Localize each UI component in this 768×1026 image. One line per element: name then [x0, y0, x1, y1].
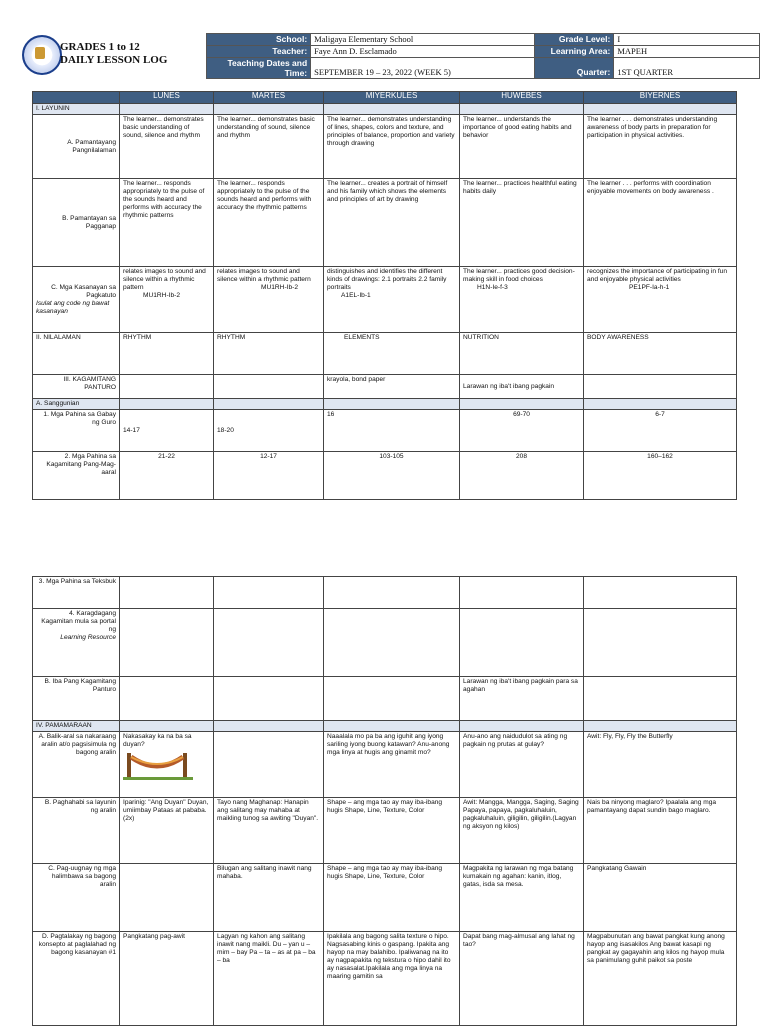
- quarter-value: 1ST QUARTER: [614, 58, 760, 79]
- row-cell: [460, 577, 584, 609]
- row-cell: Magpakita ng larawan ng mga batang kumakain ng agahan: kanin, itlog, gatas, isda sa mesa.: [460, 864, 584, 932]
- row-cell: Larawan ng iba't ibang pagkain: [460, 375, 584, 399]
- row-label: B. Iba Pang Kagamitang Panturo: [33, 677, 120, 721]
- learning-area-value: MAPEH: [614, 46, 760, 58]
- row-cell: [460, 609, 584, 677]
- skill-text: relates images to sound and silence within a rhythmic pattern: [123, 268, 206, 291]
- row-cell: The learner... demonstrates basic understanding of sound, silence and rhythm: [214, 115, 324, 179]
- row-cell: [324, 609, 460, 677]
- row-cell: [584, 721, 737, 732]
- row-cell: Anu-ano ang naidudulot sa ating ng pagkain ng prutas at gulay?: [460, 732, 584, 798]
- row-cell: [460, 399, 584, 410]
- row-cell: Tayo nang Maghanap: Hanapin ang salitang may mahaba at maikling tunog sa awiting "Duyan".: [214, 798, 324, 864]
- row-cell: [324, 104, 460, 115]
- row-cell: [120, 399, 214, 410]
- deped-seal-icon: [22, 35, 62, 75]
- teacher-label: Teacher:: [207, 46, 311, 58]
- row-cell: BODY AWARENESS: [584, 333, 737, 375]
- row-cell: Pangkatang pag-awit: [120, 932, 214, 1026]
- day-header-biyernes: BIYERNES: [584, 92, 737, 104]
- corner-cell: [33, 92, 120, 104]
- row-cell: Pangkatang Gawain: [584, 864, 737, 932]
- teaching-dates-label: [207, 58, 311, 79]
- row-label: III. KAGAMITANG PANTURO: [33, 375, 120, 399]
- row-cell: ELEMENTS: [324, 333, 460, 375]
- table-row: [33, 115, 737, 179]
- table-row: [33, 609, 737, 677]
- skill-code: MU1RH-Ib-2: [143, 292, 181, 299]
- row-cell: [214, 677, 324, 721]
- row-cell: 160–162: [584, 452, 737, 500]
- row-label: C. Pag-uugnay ng mga halimbawa sa bagong aralin: [33, 864, 120, 932]
- review-question: Nakasakay ka na ba sa duyan?: [123, 733, 192, 748]
- row-label: 3. Mga Pahina sa Teksbuk: [33, 577, 120, 609]
- row-cell: [324, 677, 460, 721]
- row-label: [33, 267, 120, 333]
- row-cell: Lagyan ng kahon ang salitang inawit nang maikli. Du – yan u – mim – bay Pa – ta – as at pa – ba – ba: [214, 932, 324, 1026]
- row-cell: Awit: Fly, Fly, Fly the Butterfly: [584, 732, 737, 798]
- row-label: 2. Mga Pahina sa Kagamitang Pang-Mag-aaral: [33, 452, 120, 500]
- row-label: 1. Mga Pahina sa Gabay ng Guro: [33, 410, 120, 452]
- row-cell: 21-22: [120, 452, 214, 500]
- row-cell: Shape – ang mga tao ay may iba-ibang hugis Shape, Line, Texture, Color: [324, 864, 460, 932]
- row-cell: [460, 104, 584, 115]
- table-row: [33, 798, 737, 864]
- row-cell: 69-70: [460, 410, 584, 452]
- row-cell: [214, 609, 324, 677]
- row-label: B. Paghahabi sa layunin ng aralin: [33, 798, 120, 864]
- table-row: [33, 864, 737, 932]
- row-cell: [584, 104, 737, 115]
- row-cell: Shape – ang mga tao ay may iba-ibang hugis Shape, Line, Texture, Color: [324, 798, 460, 864]
- row-cell: Iparinig: "Ang Duyan" Duyan, umiimbay Pataas at pababa. (2x): [120, 798, 214, 864]
- lesson-log-header: [20, 33, 760, 79]
- skill-code: H1N-Ie-f-3: [477, 284, 508, 291]
- row-label-note: Isulat ang code ng bawat kasanayan: [36, 299, 110, 315]
- row-cell: [214, 721, 324, 732]
- table-row: [33, 375, 737, 399]
- row-cell: [584, 375, 737, 399]
- table-row: [33, 410, 737, 452]
- row-cell: Magpabunutan ang bawat pangkat kung anong hayop ang isasakilos Ang bawat kasapi ng pangkat ay gagayahin ang kilos ng hayop mula sa panimulang guhit paikot sa poste: [584, 932, 737, 1026]
- row-cell: The learner... responds appropriately to the pulse of the sounds heard and performs with accuracy the rhythmic patterns: [214, 179, 324, 267]
- title-line-2: DAILY LESSON LOG: [60, 54, 168, 66]
- row-cell: [324, 399, 460, 410]
- row-label-main: C. Mga Kasanayan sa Pagkatuto: [51, 283, 116, 299]
- table-row: [33, 399, 737, 410]
- row-cell: [584, 267, 737, 333]
- row-cell: 208: [460, 452, 584, 500]
- table-row: [33, 932, 737, 1026]
- row-cell: [460, 721, 584, 732]
- teaching-dates-label-line2: Time:: [284, 68, 308, 78]
- row-cell: RHYTHM: [214, 333, 324, 375]
- table-row: [33, 452, 737, 500]
- learning-area-label: Learning Area:: [534, 46, 613, 58]
- skill-code: MU1RH-Ib-2: [261, 284, 299, 291]
- title-line-1: GRADES 1 to 12: [60, 41, 140, 53]
- row-cell: 16: [324, 410, 460, 452]
- row-cell: [120, 577, 214, 609]
- row-cell: [120, 721, 214, 732]
- day-header-huwebes: HUWEBES: [460, 92, 584, 104]
- row-label: II. NILALAMAN: [33, 333, 120, 375]
- row-cell: Nais ba ninyong maglaro? Ipaalala ang mga pamantayang dapat sundin bago maglaro.: [584, 798, 737, 864]
- skill-code: PE1PF-Ia-h-1: [629, 284, 670, 291]
- row-cell: [324, 721, 460, 732]
- row-cell: [584, 399, 737, 410]
- row-label-note: Learning Resource: [60, 634, 116, 641]
- row-cell: The learner... creates a portrait of himself and his family which shows the elements and principles of art by drawing: [324, 179, 460, 267]
- row-cell: NUTRITION: [460, 333, 584, 375]
- row-cell: [120, 267, 214, 333]
- row-cell: The learner... demonstrates basic understanding of sound, silence and rhythm: [120, 115, 214, 179]
- row-cell: The learner... responds appropriately to the pulse of the sounds heard and performs with accuracy the rhythmic patterns: [120, 179, 214, 267]
- quarter-label: Quarter:: [534, 58, 613, 79]
- skill-text: recognizes the importance of participating in fun and enjoyable physical activities: [587, 268, 728, 283]
- row-label: A. Balik-aral sa nakaraang aralin at/o pagsisimula ng bagong aralin: [33, 732, 120, 798]
- row-cell: [120, 864, 214, 932]
- row-cell: 14-17: [120, 410, 214, 452]
- row-cell: 12-17: [214, 452, 324, 500]
- grade-level-label: Grade Level:: [534, 34, 613, 46]
- row-cell: The learner . . . demonstrates understanding awareness of body parts in preparation for participation in physical activities.: [584, 115, 737, 179]
- row-cell: Ipakilala ang bagong salita texture o hipo. Nagsasabing kinis o gaspang. Ipakita ang hayop na may balahibo. Ipaliwanag na ito ay nagpapakita ng tekstura o hipo dahil ito ay nasasalat.Ipakilala ang mga linya na maaring gamitin sa: [324, 932, 460, 1026]
- row-cell: [214, 732, 324, 798]
- row-cell: [584, 677, 737, 721]
- table-row: [33, 677, 737, 721]
- table-row: [33, 267, 737, 333]
- skill-text: relates images to sound and silence within a rhythmic pattern: [217, 268, 311, 283]
- row-cell: The learner . . . performs with coordination enjoyable movements on body awareness .: [584, 179, 737, 267]
- row-cell: [120, 732, 214, 798]
- row-cell: [214, 104, 324, 115]
- row-cell: [324, 577, 460, 609]
- skill-code: A1EL-Ib-1: [341, 292, 371, 299]
- table-row: [33, 333, 737, 375]
- row-cell: Naaalala mo pa ba ang iguhit ang iyong sariling iyong buong katawan? Anu-anong mga linya at hugis ang ginamit mo?: [324, 732, 460, 798]
- row-cell: 18-20: [214, 410, 324, 452]
- row-cell: Awit: Mangga, Mangga, Saging, Saging Papaya, papaya, pagkaluhaluin, pagkaluhaluin, giligilin, giligilin.(Lagyan ng aksyon ng kilos): [460, 798, 584, 864]
- table-row: [33, 732, 737, 798]
- teaching-dates-label-line1: Teaching Dates and: [227, 58, 308, 68]
- row-cell: [460, 267, 584, 333]
- table-row: [33, 577, 737, 609]
- row-cell: 103-105: [324, 452, 460, 500]
- row-cell: Dapat bang mag-almusal ang lahat ng tao?: [460, 932, 584, 1026]
- row-label: [33, 609, 120, 677]
- row-cell: The learner... practices healthful eating habits daily: [460, 179, 584, 267]
- row-label: D. Pagtalakay ng bagong konsepto at paglalahad ng bagong kasanayan #1: [33, 932, 120, 1026]
- row-cell: [214, 577, 324, 609]
- teacher-value: Faye Ann D. Esclamado: [311, 46, 535, 58]
- day-header-miyerkules: MIYERKULES: [324, 92, 460, 104]
- school-label: School:: [207, 34, 311, 46]
- skill-text: The learner... practices good decision-making skill in food choices: [463, 268, 575, 283]
- row-cell: Larawan ng iba't ibang pagkain para sa agahan: [460, 677, 584, 721]
- row-label: I. LAYUNIN: [33, 104, 120, 115]
- row-cell: [120, 677, 214, 721]
- row-label: B. Pamantayan sa Pagganap: [33, 179, 120, 267]
- teaching-dates-value: SEPTEMBER 19 – 23, 2022 (WEEK 5): [311, 58, 535, 79]
- row-cell: The learner... demonstrates understanding of lines, shapes, colors and texture, and principles of balance, proportion and variety through drawing: [324, 115, 460, 179]
- row-cell: [214, 375, 324, 399]
- row-cell: The learner... understands the importance of good eating habits and behavior: [460, 115, 584, 179]
- row-cell: [120, 104, 214, 115]
- row-cell: Bilugan ang salitang inawit nang mahaba.: [214, 864, 324, 932]
- hammock-image: [123, 751, 193, 781]
- lesson-table-part-1: [32, 91, 737, 500]
- row-cell: [214, 399, 324, 410]
- row-label: IV. PAMAMARAAN: [33, 721, 120, 732]
- row-cell: [120, 375, 214, 399]
- row-cell: 6-7: [584, 410, 737, 452]
- grade-level-value: I: [614, 34, 760, 46]
- day-header-martes: MARTES: [214, 92, 324, 104]
- row-label-main: 4. Karagdagang Kagamitan mula sa portal ng: [41, 610, 116, 633]
- row-cell: [214, 267, 324, 333]
- row-cell: [584, 609, 737, 677]
- header-info-table: [206, 33, 760, 79]
- row-cell: [120, 609, 214, 677]
- row-cell: [584, 577, 737, 609]
- lesson-table-part-2: [32, 576, 737, 1026]
- table-row: [33, 721, 737, 732]
- skill-text: distinguishes and identifies the different kinds of drawings: 2.1 portraits 2.2 family portraits: [327, 268, 447, 291]
- row-cell: krayola, bond paper: [324, 375, 460, 399]
- row-label: A. Pamantayang Pangnilalaman: [33, 115, 120, 179]
- row-cell: RHYTHM: [120, 333, 214, 375]
- school-value: Maligaya Elementary School: [311, 34, 535, 46]
- row-label: A. Sanggunian: [33, 399, 120, 410]
- row-cell: [324, 267, 460, 333]
- table-row: [33, 179, 737, 267]
- table-row: [33, 104, 737, 115]
- day-header-lunes: LUNES: [120, 92, 214, 104]
- document-title: [60, 41, 167, 67]
